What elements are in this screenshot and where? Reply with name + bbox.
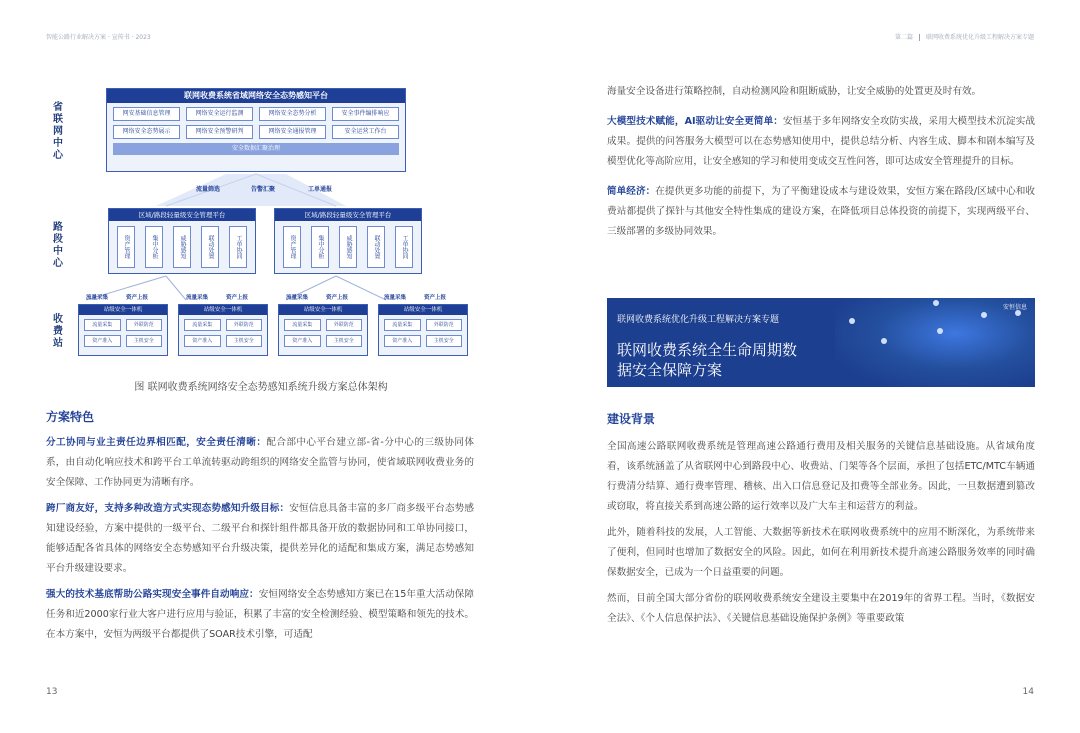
banner-glow [835,298,1035,387]
background-paragraph: 然而，目前全国大部分省份的联网收费系统安全建设主要集中在2019年的省界工程。当时，《数据安全法》、《个人信息保护法》、《关键信息基础设施保护条例》等重要政策 [607,593,1035,624]
feature-paragraph [46,499,474,579]
station-device [178,304,268,356]
background-paragraph: 此外，随着科技的发展，人工智能、大数据等新技术在联网收费系统中的应用不断深化，为系统带来了便利，但同时也增加了数据安全的风险。因此，如何在利用新技术提升高速公路服务效率的同时确保数据安全，已成为一个日益重要的问题。 [607,527,1035,578]
provincial-cell: 网络安全运行监测 [186,107,253,121]
provincial-cell: 网络安全态势分析 [259,107,326,121]
continued-paragraph: 海量安全设备进行策略控制，自动检测风险和阻断威胁，让安全威胁的处置更及时有效。 [607,86,982,97]
region-platform [274,208,422,274]
provincial-platform [106,88,406,172]
feature-paragraph [607,112,1035,172]
banner-subtitle: 联网收费系统优化升级工程解决方案专题 [617,315,780,325]
brand-logo: 安恒信息 [1002,304,1027,311]
station-device [78,304,168,356]
station-flow-label: 资产上报 [126,295,149,301]
running-header-right [895,32,1034,41]
station-flow-label: 流量采集 [384,295,407,301]
region-cell: 联动处置 [367,226,385,268]
station-cell: 主机安全 [426,335,463,347]
station-cell: 外联防范 [226,319,263,331]
flow-label: 告警汇聚 [251,186,276,193]
station-flow-label: 流量采集 [86,295,109,301]
station-cell: 流量采集 [384,319,421,331]
region-cell: 威胁感知 [173,226,191,268]
station-cell: 主机安全 [126,335,163,347]
station-flow-label: 流量采集 [186,295,209,301]
station-flow-label: 资产上报 [424,295,447,301]
feature-heading: 大模型技术赋能，AI驱动让安全更简单： [607,116,783,127]
region-cell: 资产管理 [117,226,135,268]
region-cell: 工单协同 [395,226,413,268]
feature-text: 安恒基于多年网络安全攻防实战，采用大模型技术沉淀实战成果。提供的问答服务大模型可以在态势感知使用中，提供总结分析、内容生成、脚本和剧本编写及模型优化等高阶应用，让安全感知的学习和使用变成交互性问答，即可达成安全管理提升的目标。 [607,116,1036,167]
station-cell: 外联防范 [126,319,163,331]
page-number-right: 14 [1022,687,1034,697]
station-flow-label: 流量采集 [286,295,309,301]
feature-paragraph [46,585,474,645]
provincial-cell: 安全运营工作台 [332,125,399,139]
banner-title-line: 据安全保障方案 [617,361,723,379]
feature-heading: 强大的技术基底帮助公路实现安全事件自动响应： [46,589,259,600]
region-title: 区域/路段轻量级安全管理平台 [109,209,255,221]
running-header-left: 智能公路行业解决方案 · 宣传书 · 2023 [46,34,151,41]
figure-caption: 图 联网收费系统网络安全态势感知系统升级方案总体架构 [134,382,388,393]
banner-node-icon [881,338,887,344]
feature-text: 安恒网络安全态势感知方案已在15年重大活动保障任务和近2000家行业大客户进行应用与验证，积累了丰富的安全检测经验、模型策略和领先的技术。在本方案中，安恒为两级平台都提供了SOAR技术引擎，可适配 [46,589,474,640]
region-cell: 联动处置 [201,226,219,268]
station-cell: 外联防范 [426,319,463,331]
station-cell: 资产准入 [284,335,321,347]
topic-banner [607,298,1035,387]
feature-heading: 跨厂商友好，支持多种改造方式实现态势感知升级目标： [46,503,290,514]
region-title: 区域/路段轻量级安全管理平台 [275,209,421,221]
region-cell: 资产管理 [283,226,301,268]
provincial-cell: 网安基础信息管理 [113,107,180,121]
station-cell: 流量采集 [284,319,321,331]
station-title: 站级安全一体机 [379,305,467,315]
station-device [378,304,468,356]
right-column-top [607,82,1035,242]
banner-title [617,340,797,380]
left-column [46,408,474,645]
station-cell: 主机安全 [326,335,363,347]
banner-node-icon [981,312,987,318]
feature-paragraph [607,182,1035,242]
side-label-province: 省联网中心 [53,102,63,161]
station-cell: 资产准入 [84,335,121,347]
feature-heading: 分工协同与业主责任边界相匹配，安全责任清晰： [46,437,267,448]
architecture-diagram [46,82,476,362]
station-title: 站级安全一体机 [79,305,167,315]
station-cell: 主机安全 [226,335,263,347]
station-title: 站级安全一体机 [179,305,267,315]
station-cell: 资产准入 [384,335,421,347]
feature-paragraph [46,433,474,493]
banner-node-icon [933,300,939,306]
provincial-cell: 网络安全预警研判 [186,125,253,139]
provincial-cell: 安全事件编排响应 [332,107,399,121]
provincial-cell: 网络安全通报管理 [259,125,326,139]
chapter-label: 第二篇 [894,34,913,41]
banner-node-icon [937,328,943,334]
region-cell: 集中分析 [311,226,329,268]
station-flow-label: 资产上报 [326,295,349,301]
provincial-cell: 网络安全态势展示 [113,125,180,139]
feature-text: 配合部中心平台建立部-省-分中心的三级协同体系，由自动化响应技术和跨平台工单流转驱动跨组织的网络安全监管与协同，使省域联网收费业务的安全保障、工作协同更为清晰有序。 [46,437,474,488]
background-paragraph: 全国高速公路联网收费系统是管理高速公路通行费用及相关服务的关键信息基础设施。从省域角度看，该系统涵盖了从省联网中心到路段中心、收费站、门架等各个层面，承担了包括ETC/MTC车辆通行费清分结算、通行费率管理、稽核、出入口信息登记及扣费等全部业务。因此，一旦数据遭到篡改或窃取，将直接关系到高速公路的运行效率以及广大车主和运营方的利益。 [607,441,1035,512]
side-label-station: 收费站 [53,314,63,349]
station-title: 站级安全一体机 [279,305,367,315]
region-cell: 威胁感知 [339,226,357,268]
provincial-footer: 安全数据汇聚治理 [113,143,399,155]
station-cell: 外联防范 [326,319,363,331]
feature-heading: 简单经济： [607,186,656,197]
provincial-title: 联网收费系统省域网络安全态势感知平台 [107,89,405,103]
station-device [278,304,368,356]
station-cell: 流量采集 [84,319,121,331]
region-cell: 工单协同 [229,226,247,268]
chapter-title: 联网收费系统优化升级工程解决方案专题 [925,34,1034,41]
side-label-road: 路段中心 [53,222,63,269]
right-column-bottom [607,410,1035,629]
station-flow-label: 资产上报 [226,295,249,301]
feature-text: 安恒信息具备丰富的多厂商多级平台态势感知建设经验，方案中提供的一级平台、二级平台和探针组件都具备开放的数据协同和工单协同接口，能够适配各省具体的网络安全态势感知平台升级决策，提供差异化的适配和集成方案，满足态势感知平台升级建设要求。 [46,503,475,574]
station-cell: 资产准入 [184,335,221,347]
section-title-features: 方案特色 [46,410,95,424]
banner-node-icon [849,318,855,324]
page-number-left: 13 [46,687,58,697]
flow-label: 工单通报 [308,186,333,193]
feature-text: 在提供更多功能的前提下，为了平衡建设成本与建设效果，安恒方案在路段/区域中心和收费站都提供了探针与其他安全特性集成的建设方案，在降低项目总体投资的前提下，实现两级平台、三级部署的多级协同效果。 [607,186,1036,237]
banner-title-line: 联网收费系统全生命周期数 [617,341,798,359]
section-title-background: 建设背景 [607,412,656,426]
station-cell: 流量采集 [184,319,221,331]
region-cell: 集中分析 [145,226,163,268]
region-platform [108,208,256,274]
flow-label: 流量筛选 [196,186,221,193]
